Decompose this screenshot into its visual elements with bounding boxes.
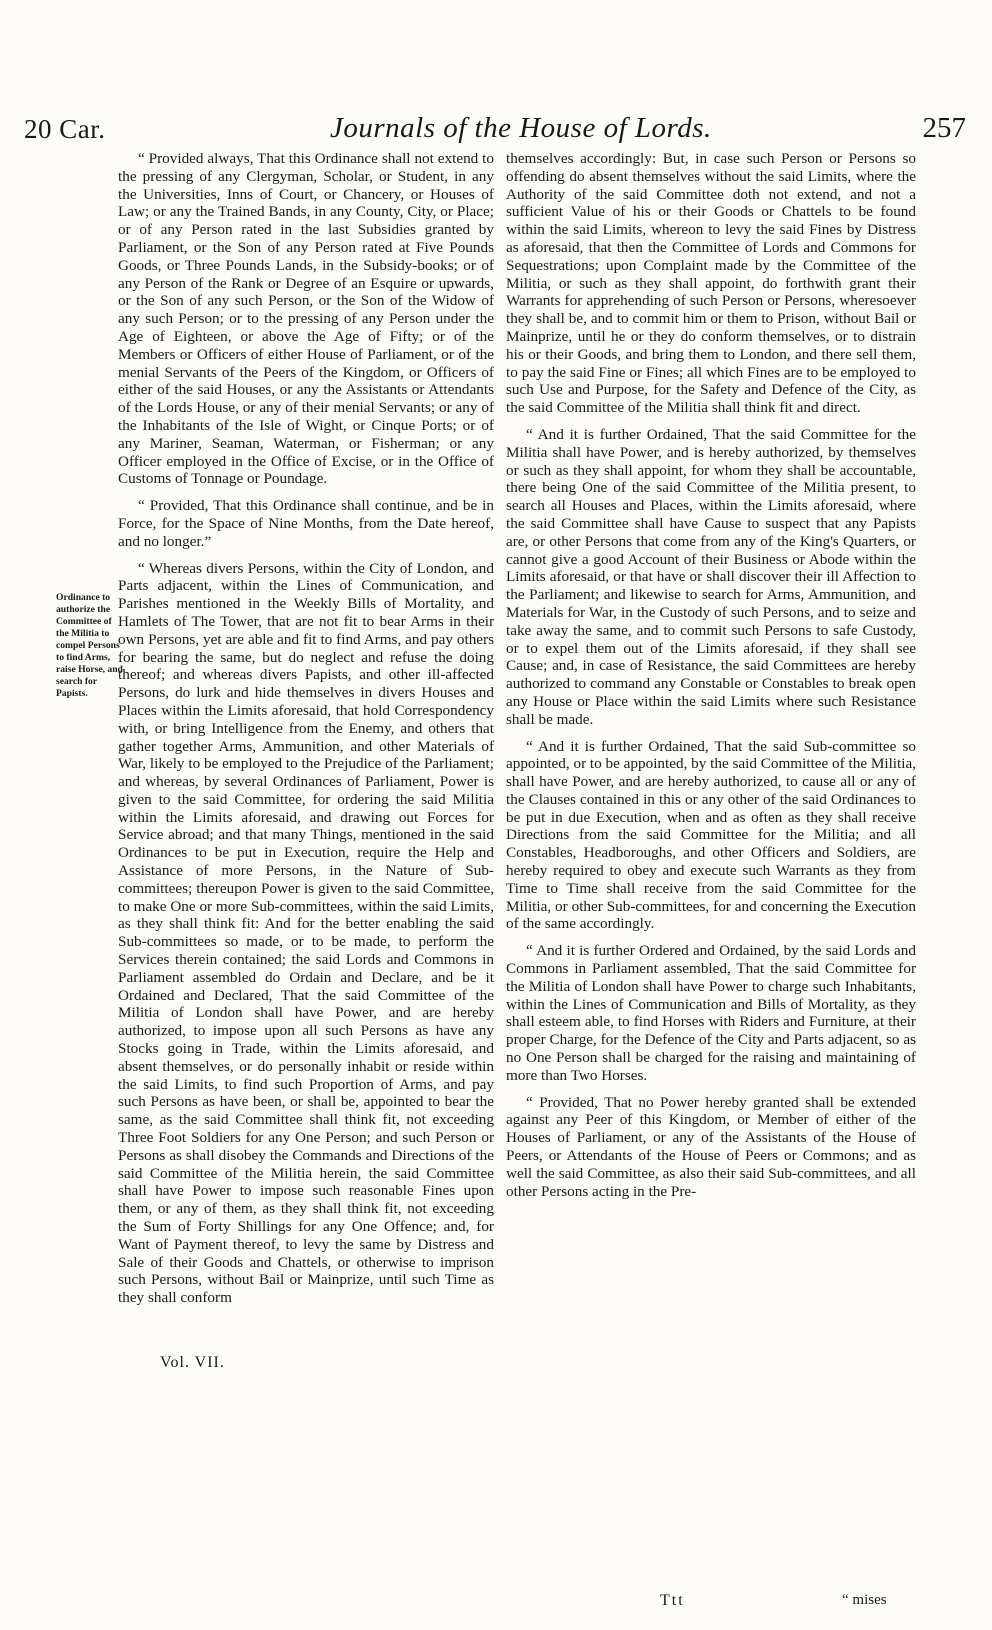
regnal-year: 20 Car. xyxy=(24,114,106,144)
paragraph: themselves accordingly: But, in case such Person or Persons so offending do absent themselves without the said Limits, where the Authority of the said Committee doth not extend, and not a sufficient Value of his or their Goods or Chattels to be found within the said Limits, whereon to levy the said Fines by Distress as aforesaid, that then the Committee of Lords and Commons for Sequestrations; upon Complaint made by the Committee of the Militia, or such as they shall appoint, do forthwith grant their Warrants for apprehending of such Person or Persons, wheresoever they shall be, and to commit him or them to Prison, without Bail or Mainprize, until he or they do conform themselves, or to distrain his or their Goods, and bring them to London, and there sell them, to pay the said Fine or Fines; all which Fines are to be employed to such Use and Purpose, for the Safety and Defence of the City, as the said Committee of the Militia shall think fit and direct. xyxy=(506,150,916,417)
left-column xyxy=(118,150,494,1316)
margin-note: Ordinance to authorize the Committee of the Militia to compel Persons to find Arms, raise Horse, and search for Papists. xyxy=(56,592,123,699)
page-header xyxy=(0,108,992,148)
right-column xyxy=(506,150,916,1209)
signature-mark: Ttt xyxy=(660,1592,685,1609)
paragraph: “ Provided always, That this Ordinance shall not extend to the pressing of any Clergyman, Scholar, or Student, in any the Universities, Inns of Court, or Chancery, or Houses of Law; or any the Trained Bands, in any County, City, or Place; or of any Person rated in the last Subsidies granted by Parliament, or the Son of any Person rated at Five Pounds Goods, or Three Pounds Lands, in the Subsidy-books; or of any Person of the Rank or Degree of an Esquire or upwards, or the Son of any such Person, or the Son of the Widow of any such Person; or to the pressing of any Person under the Age of Eighteen, or above the Age of Fifty; or of the Members or Officers of either House of Parliament, or of the menial Servants of the Peers of the Kingdom, or Officers of either of the said Houses, or any the Assistants or Attendants of the Lords House, or any of their menial Servants; or any of the Inhabitants of the Isle of Wight, or Cinque Ports; or of any Mariner, Seaman, Waterman, or Fisherman; or any Officer employed in the Office of Excise, or in the Office of Customs of Tonnage or Poundage. xyxy=(118,150,494,488)
paragraph: “ And it is further Ordered and Ordained, by the said Lords and Commons in Parliament assembled, That the said Committee for the Militia of London shall have Power to charge such Inhabitants, within the Lines of Communication and Bills of Mortality, as they shall esteem able, to find Horses with Riders and Furniture, at their proper Charge, for the Defence of the City and Parts adjacent, so as no One Person shall be charged for the raising and maintaining of more than Two Horses. xyxy=(506,942,916,1084)
paragraph: “ Provided, That no Power hereby granted shall be extended against any Peer of this Kingdom, or Member of either of the Houses of Parliament, or any of the Assistants of the House of Peers, or Attendants of the House of Peers or Commons; and as well the said Committee, as also their said Sub-committees, and all other Persons acting in the Pre- xyxy=(506,1093,916,1200)
catchword: “ mises xyxy=(842,1592,887,1608)
paragraph: “ And it is further Ordained, That the said Committee for the Militia shall have Power, and is hereby authorized, by themselves or such as they shall appoint, for whom they shall be accountable, there being One of the said Committee of the Militia present, to search all Houses and Places, within the Limits aforesaid, where the said Committee shall have Cause to suspect that any Papists are, or other Persons that come from any of the King's Quarters, or cannot give a good Account of their Business or Abode within the Limits aforesaid, or that have or shall discover their ill Affection to the Parliament; and likewise to search for Arms, Ammunition, and Materials for War, in the Custody of such Persons, and to seize and take away the same, and to commit such Persons to safe Custody, or to expel them out of the Limits aforesaid, if they shall see Cause; and, in case of Resistance, the said Committees are hereby authorized to command any Constable or Constables to break open any House or Place within the said Limits where such Resistance shall be made. xyxy=(506,425,916,728)
running-title: Journals of the House of Lords. xyxy=(330,112,712,144)
volume-label: Vol. VII. xyxy=(160,1354,225,1371)
paragraph: “ And it is further Ordained, That the said Sub-committee so appointed, or to be appointed, by the said Committee of the Militia, shall have Power, and are hereby authorized, to cause all or any of the Clauses contained in this or any other of the said Ordinances to be put in due Execution, when and as often as they shall receive Directions from the said Committee for the Militia; and all Constables, Headboroughs, and other Officers and Soldiers, are hereby required to obey and execute such Warrants as they from Time to Time shall receive from the said Committee for the Militia, or other Sub-committees, for and concerning the Execution of the same accordingly. xyxy=(506,737,916,933)
page-number: 257 xyxy=(922,112,966,144)
paragraph: “ Whereas divers Persons, within the City of London, and Parts adjacent, within the Lines of Communication, and Parishes mentioned in the Weekly Bills of Mortality, and Hamlets of The Tower, that are not fit to bear Arms in their own Persons, yet are able and fit to find Arms, and pay others for bearing the same, but do neglect and refuse the doing thereof; and whereas divers Papists, and other ill-affected Persons, do lurk and hide themselves in divers Houses and Places within the Limits aforesaid, that hold Correspondency with, or bring Intelligence from the Enemy, and others that gather together Arms, Ammunition, and other Materials of War, likely to be employed to the Prejudice of the Parliament; and whereas, by several Ordinances of Parliament, Power is given to the said Committee, for ordering the said Militia within the Limits aforesaid, and drawing out Forces for Service abroad; and that many Things, mentioned in the said Ordinances to be put in Execution, require the Help and Assistance of more Persons, in the Nature of Sub-committees; thereupon Power is given to the said Committee, to make One or more Sub-committees, within the said Limits, as they shall think fit: And for the better enabling the said Sub-committees so made, or to be made, to perform the Services therein contained; the said Lords and Commons in Parliament assembled do Ordain and Declare, and be it Ordained and Declared, That the said Committee of the Militia of London shall have Power, and are hereby authorized, to impose upon all such Persons as have any Stocks going in Trade, within the Limits aforesaid, and absent themselves, or do personally inhabit or reside within the said Limits, to find such Proportion of Arms, and pay such Persons as have been, or shall be, appointed to bear the same, as the said Committee shall think fit, not exceeding Three Foot Soldiers for any One Person; and such Person or Persons as shall disobey the Commands and Directions of the said Committee of the Militia herein, the said Committee shall have Power to impose such reasonable Fines upon them, or any of them, as they shall think fit, not exceeding the Sum of Forty Shillings for any One Offence; and, for Want of Payment thereof, to levy the same by Distress and Sale of their Goods and Chattels, or otherwise to imprison such Persons, without Bail or Mainprize, until such Time as they shall conform xyxy=(118,559,494,1307)
paragraph: “ Provided, That this Ordinance shall continue, and be in Force, for the Space of Nine Months, from the Date hereof, and no longer.” xyxy=(118,497,494,550)
